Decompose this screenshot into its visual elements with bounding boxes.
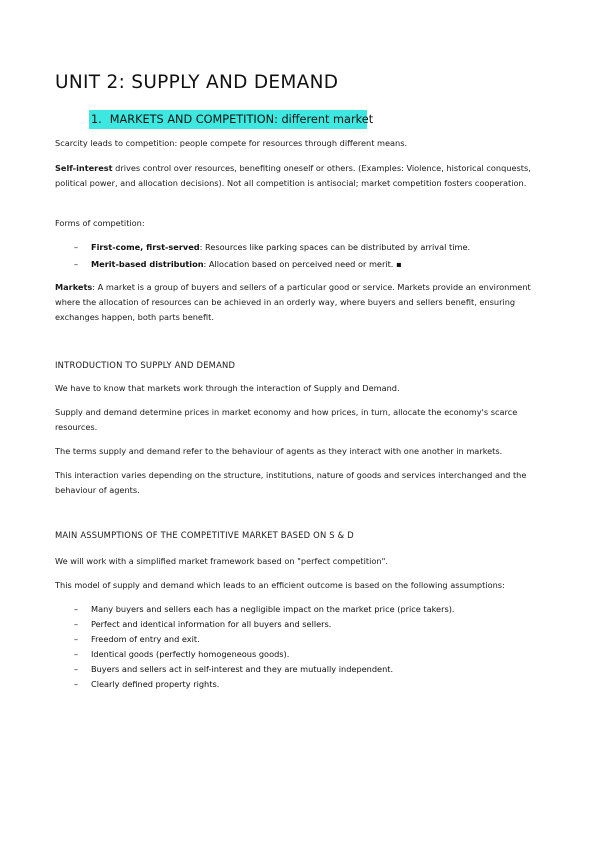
assumptions-paragraph-1: We will work with a simplified market framework based on "perfect competition". — [55, 556, 388, 566]
form-term: First-come, first-served — [91, 242, 200, 252]
page-title: UNIT 2: SUPPLY AND DEMAND — [55, 72, 339, 93]
list-item: – Clearly defined property rights. — [74, 679, 220, 689]
form-text: : Resources like parking spaces can be distributed by arrival time. — [199, 242, 471, 252]
self-interest-term: Self-interest — [55, 163, 113, 173]
self-interest-paragraph — [55, 161, 550, 191]
assumptions-paragraph-2: This model of supply and demand which leads to an efficient outcome is based on the following assumptions: — [55, 580, 505, 590]
list-item: – Identical goods (perfectly homogeneous goods). — [74, 649, 290, 659]
scarcity-paragraph: Scarcity leads to competition: people compete for resources through different means. — [55, 138, 408, 148]
intro-paragraph-2: Supply and demand determine prices in market economy and how prices, in turn, allocate the economy's scarce resources. — [55, 407, 518, 432]
assumption-text: Clearly defined property rights. — [91, 679, 220, 689]
markets-term: Markets — [55, 282, 93, 292]
section-title: MARKETS AND COMPETITION: different market — [109, 113, 374, 126]
section-number: 1. — [91, 113, 102, 126]
list-item: – Buyers and sellers act in self-interest and they are mutually independent. — [74, 664, 394, 674]
markets-paragraph — [55, 280, 550, 325]
assumption-text: Freedom of entry and exit. — [91, 634, 200, 644]
intro-paragraph-4: This interaction varies depending on the structure, institutions, nature of goods and services interchanged and the behaviour of agents. — [55, 470, 527, 495]
assumption-text: Buyers and sellers act in self-interest and they are mutually independent. — [91, 664, 394, 674]
assumption-text: Many buyers and sellers each has a negligible impact on the market price (price takers). — [91, 604, 455, 614]
assumption-text: Perfect and identical information for all buyers and sellers. — [91, 619, 332, 629]
list-item: – Many buyers and sellers each has a negligible impact on the market price (price takers). — [74, 604, 455, 614]
list-item: – Freedom of entry and exit. — [74, 634, 200, 644]
markets-text: : A market is a group of buyers and sellers of a particular good or service. Markets provide an environment where the allocation of resources can be achieved in an orderly way, where buyers and sellers benefit, ensuring exchanges happen, both parts benefit. — [55, 282, 531, 322]
list-item: – Perfect and identical information for all buyers and sellers. — [74, 619, 332, 629]
assumptions-heading: MAIN ASSUMPTIONS OF THE COMPETITIVE MARKET BASED ON S & D — [55, 530, 354, 540]
intro-heading: INTRODUCTION TO SUPPLY AND DEMAND — [55, 360, 236, 370]
form-text: : Allocation based on perceived need or merit. ▪ — [203, 259, 402, 269]
intro-paragraph-3: The terms supply and demand refer to the behaviour of agents as they interact with one another in markets. — [55, 446, 503, 456]
intro-paragraph-1: We have to know that markets work through the interaction of Supply and Demand. — [55, 383, 400, 393]
form-term: Merit-based distribution — [91, 259, 204, 269]
assumption-text: Identical goods (perfectly homogeneous goods). — [91, 649, 290, 659]
section-heading-highlight — [89, 110, 374, 129]
list-item: – First-come, first-served: Resources like parking spaces can be distributed by arrival time. — [74, 242, 471, 252]
self-interest-text: drives control over resources, benefiting oneself or others. (Examples: Violence, historical conquests, political power, and allocation decisions). Not all competition is antisocial; market competition fosters cooperation. — [55, 163, 531, 188]
forms-intro: Forms of competition: — [55, 218, 145, 228]
list-item: – Merit-based distribution: Allocation based on perceived need or merit. ▪ — [74, 259, 402, 269]
